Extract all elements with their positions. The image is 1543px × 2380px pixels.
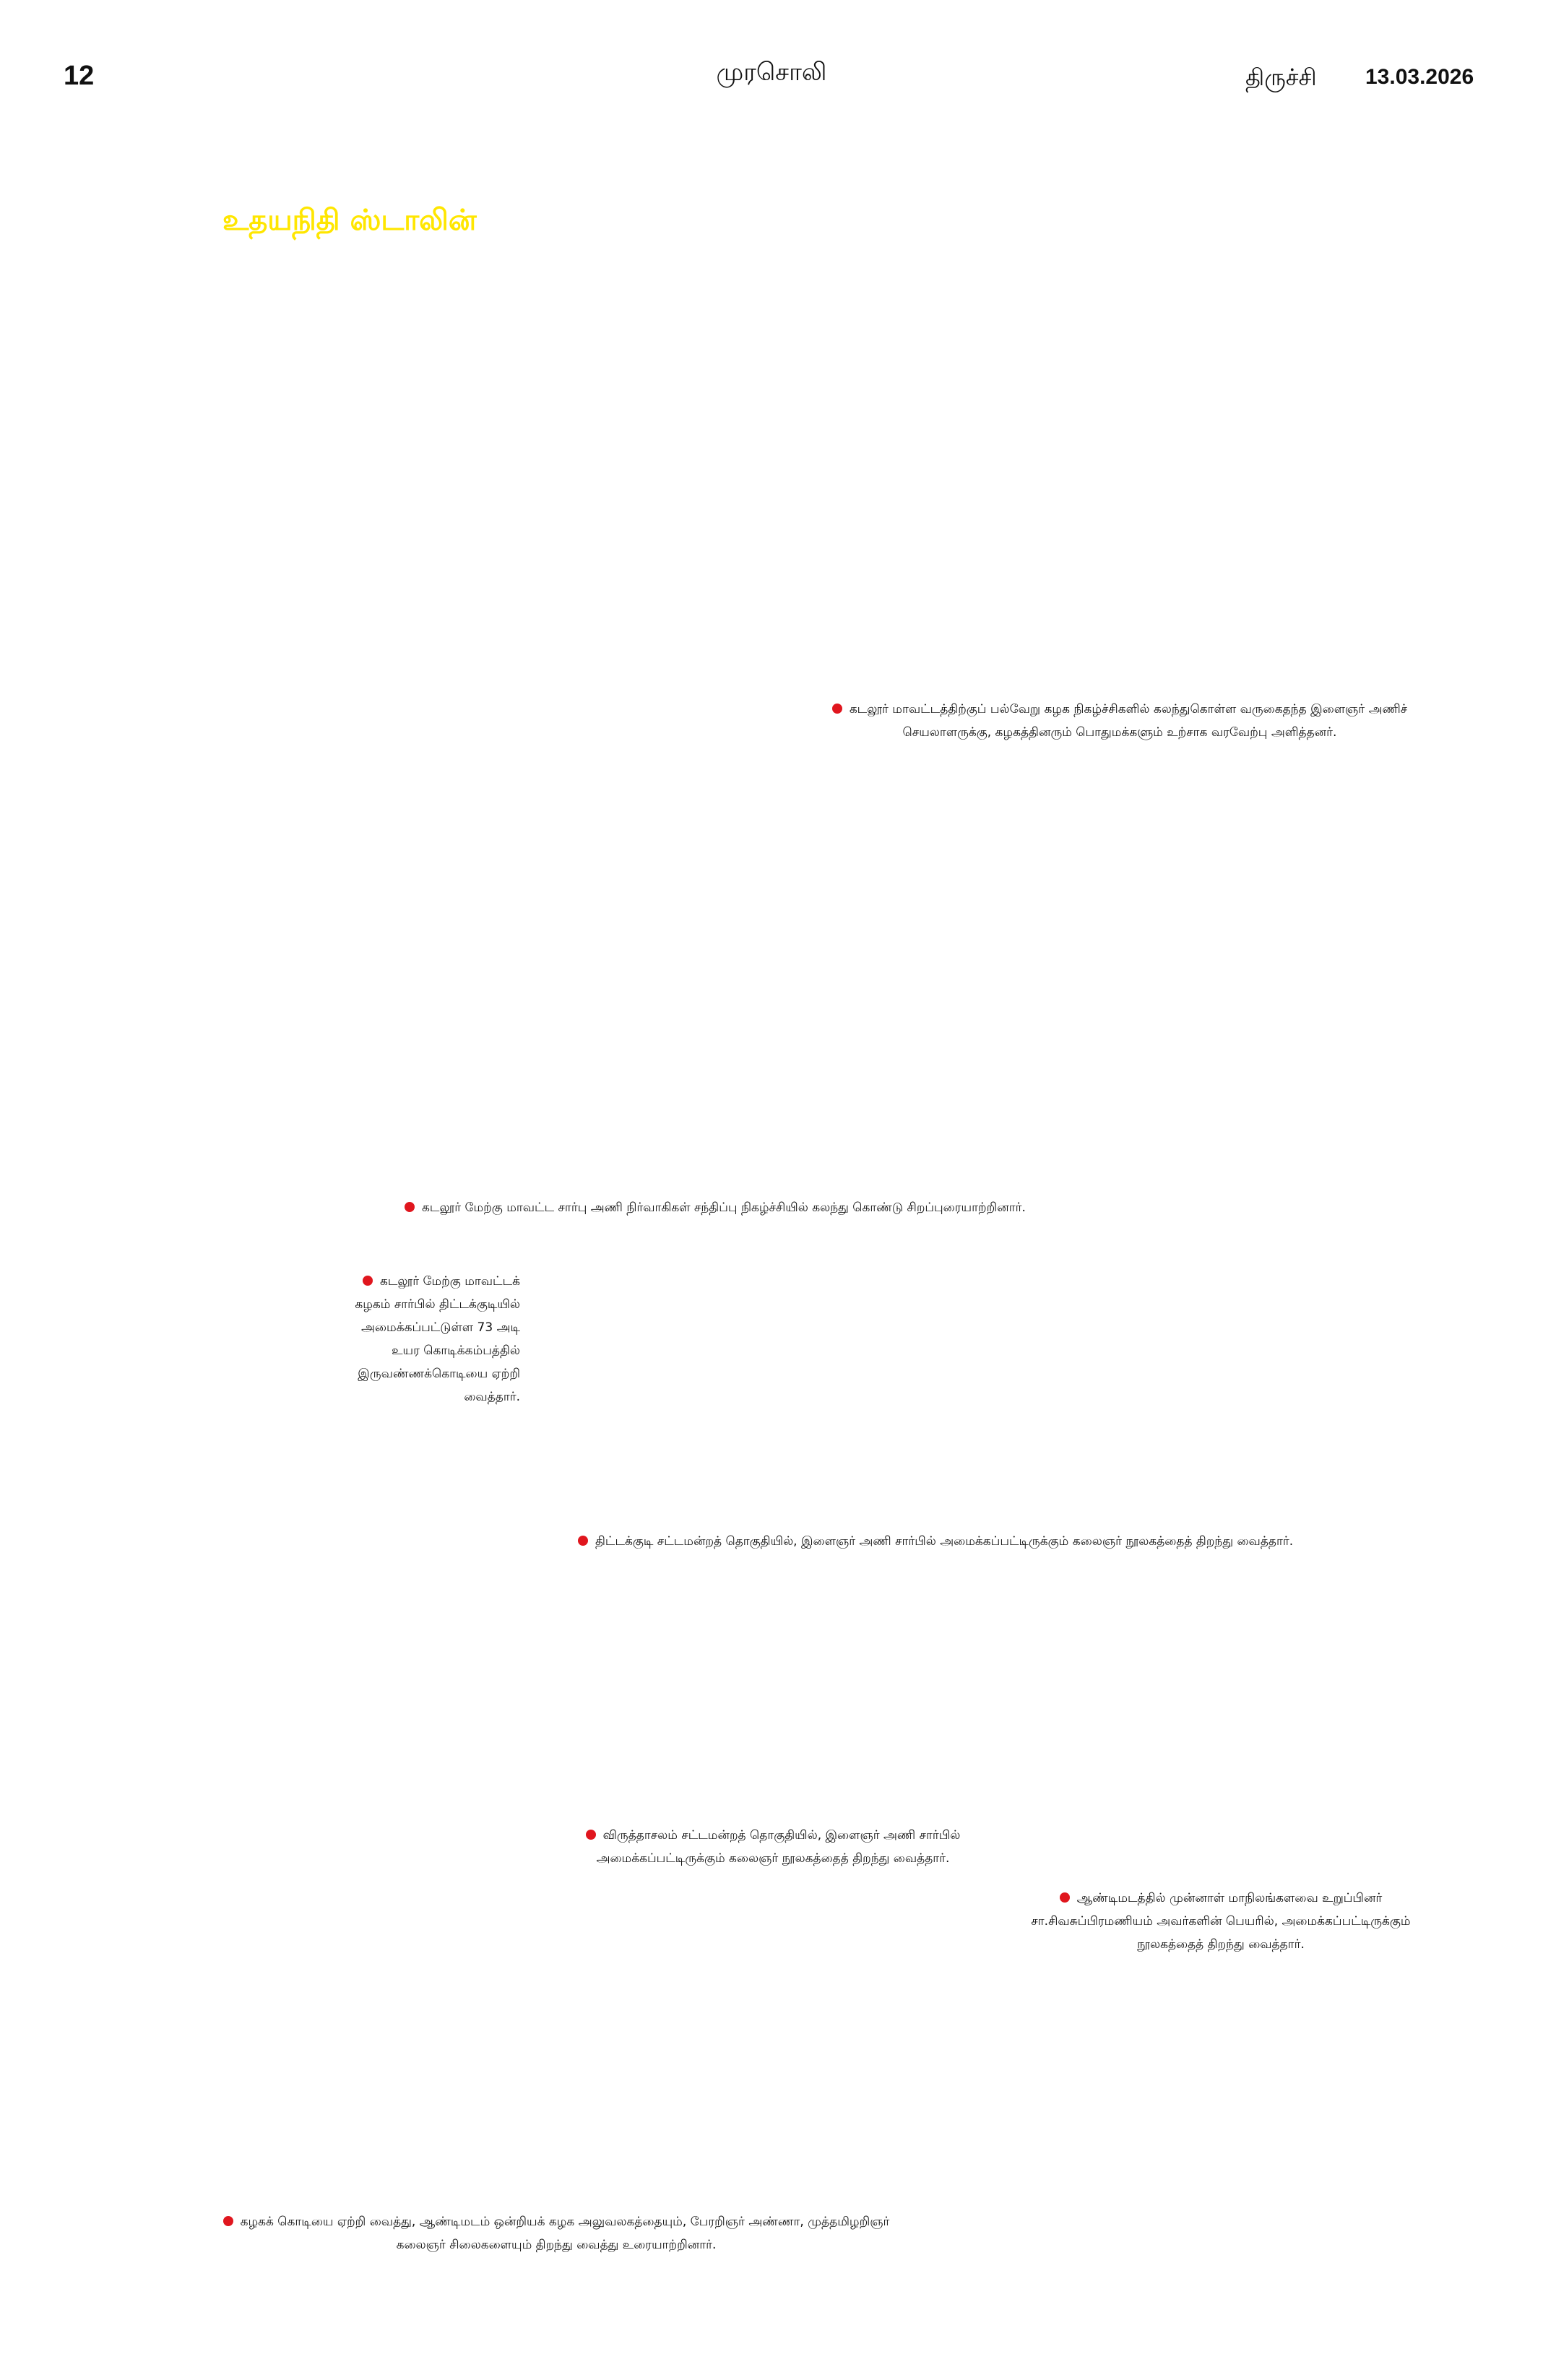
photo-caption-1 — [795, 698, 1445, 744]
photo-caption-4 — [578, 1530, 1445, 1553]
masthead-title: முரசொலி — [716, 58, 827, 87]
caption-text: கழகக் கொடியை ஏற்றி வைத்து, ஆண்டிமடம் ஒன்றியக் கழக அலுவலகத்தையும், பேரறிஞர் அண்ணா, முத்தமிழறிஞர் கலைஞர் சிலைகளையும் திறந்து வைத்து உரையாற்றினார். — [240, 2215, 890, 2252]
red-bullet-icon — [832, 704, 842, 714]
caption-text: விருத்தாசலம் சட்டமன்றத் தொகுதியில், இளைஞர் அணி சார்பில் அமைக்கப்பட்டிருக்கும் கலைஞர் நூலகத்தைத் திறந்து வைத்தார். — [596, 1828, 961, 1866]
photo-caption-3 — [340, 1270, 520, 1408]
photo-caption-2 — [405, 1196, 1156, 1219]
red-bullet-icon — [363, 1276, 373, 1286]
caption-text: ஆண்டிமடத்தில் முன்னாள் மாநிலங்களவை உறுப்பினர் சா.சிவசுப்பிரமணியம் அவர்களின் பெயரில், அமைக்கப்பட்டிருக்கும் நூலகத்தைத் திறந்து வைத்தார். — [1031, 1891, 1411, 1952]
caption-text: கடலூர் மேற்கு மாவட்டக் கழகம் சார்பில் திட்டக்குடியில் அமைக்கப்பட்டுள்ள 73 அடி உயர கொடிக்கம்பத்தில் இருவண்ணக்கொடியை ஏற்றி வைத்தார். — [355, 1274, 520, 1404]
issue-date: 13.03.2026 — [1365, 65, 1474, 89]
caption-text: திட்டக்குடி சட்டமன்றத் தொகுதியில், இளைஞர் அணி சார்பில் அமைக்கப்பட்டிருக்கும் கலைஞர் நூலகத்தைத் திறந்து வைத்தார். — [595, 1534, 1294, 1549]
red-bullet-icon — [223, 2216, 233, 2226]
red-bullet-icon — [586, 1830, 596, 1840]
photo-caption-5 — [571, 1824, 975, 1870]
photo-caption-6 — [997, 1887, 1445, 1956]
red-bullet-icon — [405, 1202, 415, 1212]
photo-caption-7 — [209, 2210, 903, 2256]
article-headline: உதயநிதி ஸ்டாலின் — [222, 204, 477, 237]
red-bullet-icon — [1060, 1892, 1070, 1903]
page-number: 12 — [64, 61, 95, 91]
caption-text: கடலூர் மாவட்டத்திற்குப் பல்வேறு கழக நிகழ்ச்சிகளில் கலந்துகொள்ள வருகைதந்த இளைஞர் அணிச் செயலாளருக்கு, கழகத்தினரும் பொதுமக்களும் உற்சாக வரவேற்பு அளித்தனர். — [849, 702, 1408, 740]
edition-label: திருச்சி — [1245, 64, 1317, 91]
red-bullet-icon — [578, 1536, 588, 1546]
caption-text: கடலூர் மேற்கு மாவட்ட சார்பு அணி நிர்வாகிகள் சந்திப்பு நிகழ்ச்சியில் கலந்து கொண்டு சிறப்புரையாற்றினார். — [422, 1200, 1026, 1215]
